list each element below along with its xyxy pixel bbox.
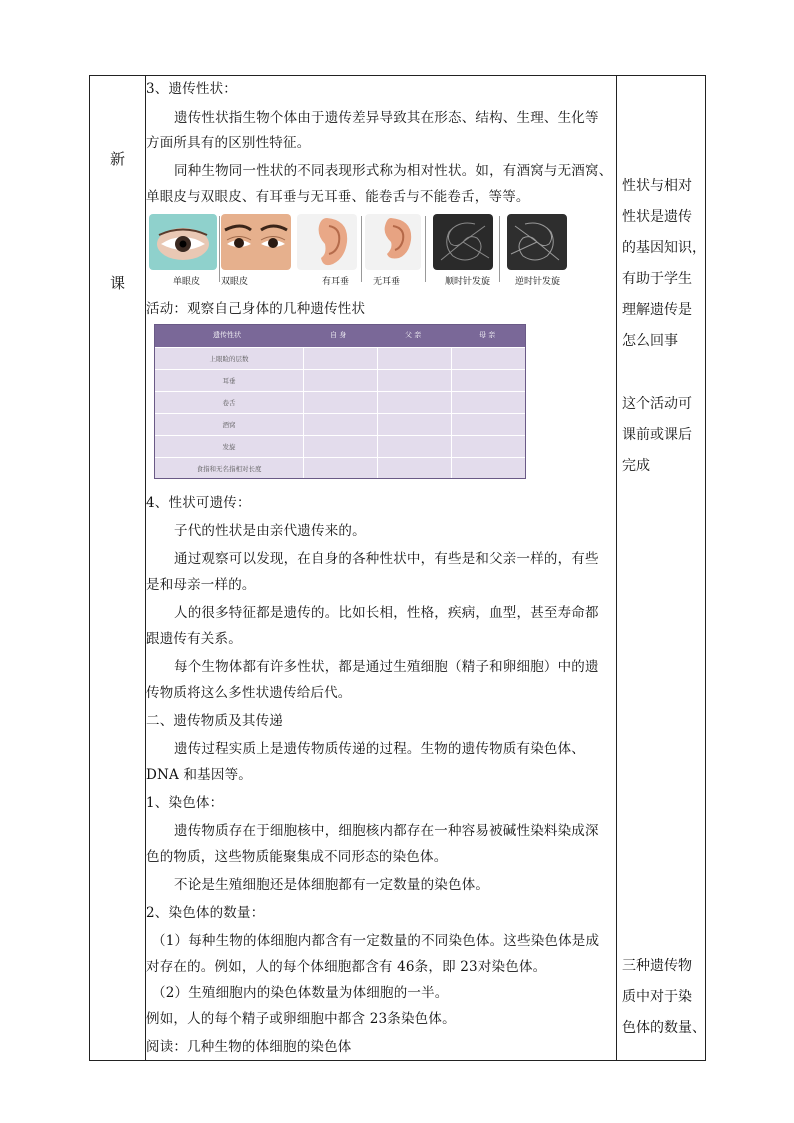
paragraph: 遗传过程实质上是遗传物质传递的过程。生物的遗传物质有染色体、 bbox=[174, 741, 585, 757]
row-label: 耳垂 bbox=[222, 377, 236, 385]
caption-earlobe: 有耳垂 bbox=[322, 277, 350, 287]
paragraph: 传物质将这么多性状遗传给后代。 bbox=[146, 685, 352, 701]
image-divider bbox=[425, 216, 426, 282]
table-row bbox=[155, 347, 525, 370]
paragraph: 对存在的。例如，人的每个体细胞都含有 46条，即 23对染色体。 bbox=[146, 959, 547, 975]
header-trait: 遗传性状 bbox=[213, 331, 241, 339]
paragraph: 每个生物体都有许多性状，都是通过生殖细胞（精子和卵细胞）中的遗 bbox=[174, 659, 599, 675]
heading-chromosome: 1、染色体： bbox=[146, 795, 224, 811]
row-label: 上眼睑的层数 bbox=[209, 355, 249, 363]
paragraph: 例如，人的每个精子或卵细胞中都含 23条染色体。 bbox=[146, 1011, 456, 1027]
paragraph: 跟遗传有关系。 bbox=[146, 631, 242, 647]
paragraph: 色的物质，这些物质能聚集成不同形态的染色体。 bbox=[146, 849, 448, 865]
row-label: 发旋 bbox=[222, 443, 236, 451]
counterclockwise-whorl-image bbox=[507, 214, 567, 270]
note-line: 三种遗传物 bbox=[622, 958, 692, 974]
paragraph: 遗传性状指生物个体由于遗传差异导致其在形态、结构、生理、生化等 bbox=[174, 110, 599, 126]
table-row bbox=[155, 435, 525, 458]
paragraph: （2）生殖细胞内的染色体数量为体细胞的一半。 bbox=[152, 985, 449, 1001]
paragraph: 方面所具有的区别性特征。 bbox=[146, 135, 311, 151]
clockwise-whorl-image bbox=[433, 214, 493, 270]
note-line: 的基因知识， bbox=[622, 240, 706, 256]
section-label-ke: 课 bbox=[109, 274, 125, 292]
note-line: 有助于学生 bbox=[622, 271, 692, 287]
note-line: 完成 bbox=[622, 458, 650, 474]
table-row bbox=[155, 413, 525, 436]
note-line: 理解遗传是 bbox=[622, 302, 692, 318]
note-line: 怎么回事 bbox=[622, 333, 678, 349]
header-mother: 母 亲 bbox=[479, 331, 496, 339]
note-line: 性状是遗传 bbox=[622, 209, 692, 225]
note-line: 性状与相对 bbox=[622, 178, 692, 194]
earlobe-free-image bbox=[365, 214, 421, 270]
image-divider bbox=[219, 216, 220, 282]
row-label: 卷舌 bbox=[222, 399, 236, 407]
table-header bbox=[155, 325, 525, 347]
heading-genetic-material: 二、遗传物质及其传递 bbox=[146, 713, 283, 729]
image-divider bbox=[361, 216, 362, 282]
heading-heredity-traits: 3、遗传性状： bbox=[146, 81, 237, 97]
column-divider-right bbox=[616, 76, 617, 1060]
note-line: 质中对于染 bbox=[622, 989, 692, 1005]
paragraph: 单眼皮与双眼皮、有耳垂与无耳垂、能卷舌与不能卷舌，等等。 bbox=[146, 189, 530, 205]
paragraph: 通过观察可以发现，在自身的各种性状中，有些是和父亲一样的，有些 bbox=[174, 551, 599, 567]
caption-single-eyelid: 单眼皮 bbox=[173, 277, 201, 287]
caption-double-eyelid: 双眼皮 bbox=[221, 277, 249, 287]
table-row bbox=[155, 369, 525, 392]
table-row bbox=[155, 457, 525, 480]
paragraph: DNA 和基因等。 bbox=[146, 767, 252, 783]
row-label: 食指和无名指相对长度 bbox=[196, 465, 262, 473]
note-line: 这个活动可 bbox=[622, 396, 692, 412]
heading-chromosome-count: 2、染色体的数量： bbox=[146, 905, 265, 921]
note-line: 课前或课后 bbox=[622, 427, 692, 443]
earlobe-attached-image bbox=[297, 214, 357, 270]
paragraph: 人的很多特征都是遗传的。比如长相，性格，疾病，血型，甚至寿命都 bbox=[174, 605, 599, 621]
trait-observation-table bbox=[154, 324, 526, 479]
single-eyelid-image bbox=[149, 214, 217, 270]
paragraph: 遗传物质存在于细胞核中，细胞核内都存在一种容易被碱性染料染成深 bbox=[174, 823, 599, 839]
header-self: 自 身 bbox=[330, 331, 347, 339]
image-divider bbox=[499, 216, 500, 282]
reading-note: 阅读：几种生物的体细胞的染色体 bbox=[146, 1039, 352, 1055]
caption-no-earlobe: 无耳垂 bbox=[373, 277, 401, 287]
paragraph: 子代的性状是由亲代遗传来的。 bbox=[174, 523, 366, 539]
paragraph: 同种生物同一性状的不同表现形式称为相对性状。如，有酒窝与无酒窝、 bbox=[174, 163, 613, 179]
paragraph: 不论是生殖细胞还是体细胞都有一定数量的染色体。 bbox=[174, 877, 490, 893]
caption-counterclockwise-whorl: 逆时针发旋 bbox=[515, 277, 561, 287]
double-eyelid-image bbox=[221, 214, 291, 270]
activity-heading: 活动：观察自己身体的几种遗传性状 bbox=[146, 301, 366, 317]
trait-image-strip bbox=[149, 214, 569, 286]
paragraph: 是和母亲一样的。 bbox=[146, 577, 256, 593]
row-label: 酒窝 bbox=[222, 421, 236, 429]
header-father: 父 亲 bbox=[405, 331, 422, 339]
table-row bbox=[155, 391, 525, 414]
note-line: 色体的数量、 bbox=[622, 1020, 706, 1036]
section-label-xin: 新 bbox=[109, 150, 125, 168]
paragraph: （1）每种生物的体细胞内都含有一定数量的不同染色体。这些染色体是成 bbox=[152, 933, 600, 949]
heading-traits-inheritable: 4、性状可遗传： bbox=[146, 495, 251, 511]
caption-clockwise-whorl: 顺时针发旋 bbox=[445, 277, 491, 287]
